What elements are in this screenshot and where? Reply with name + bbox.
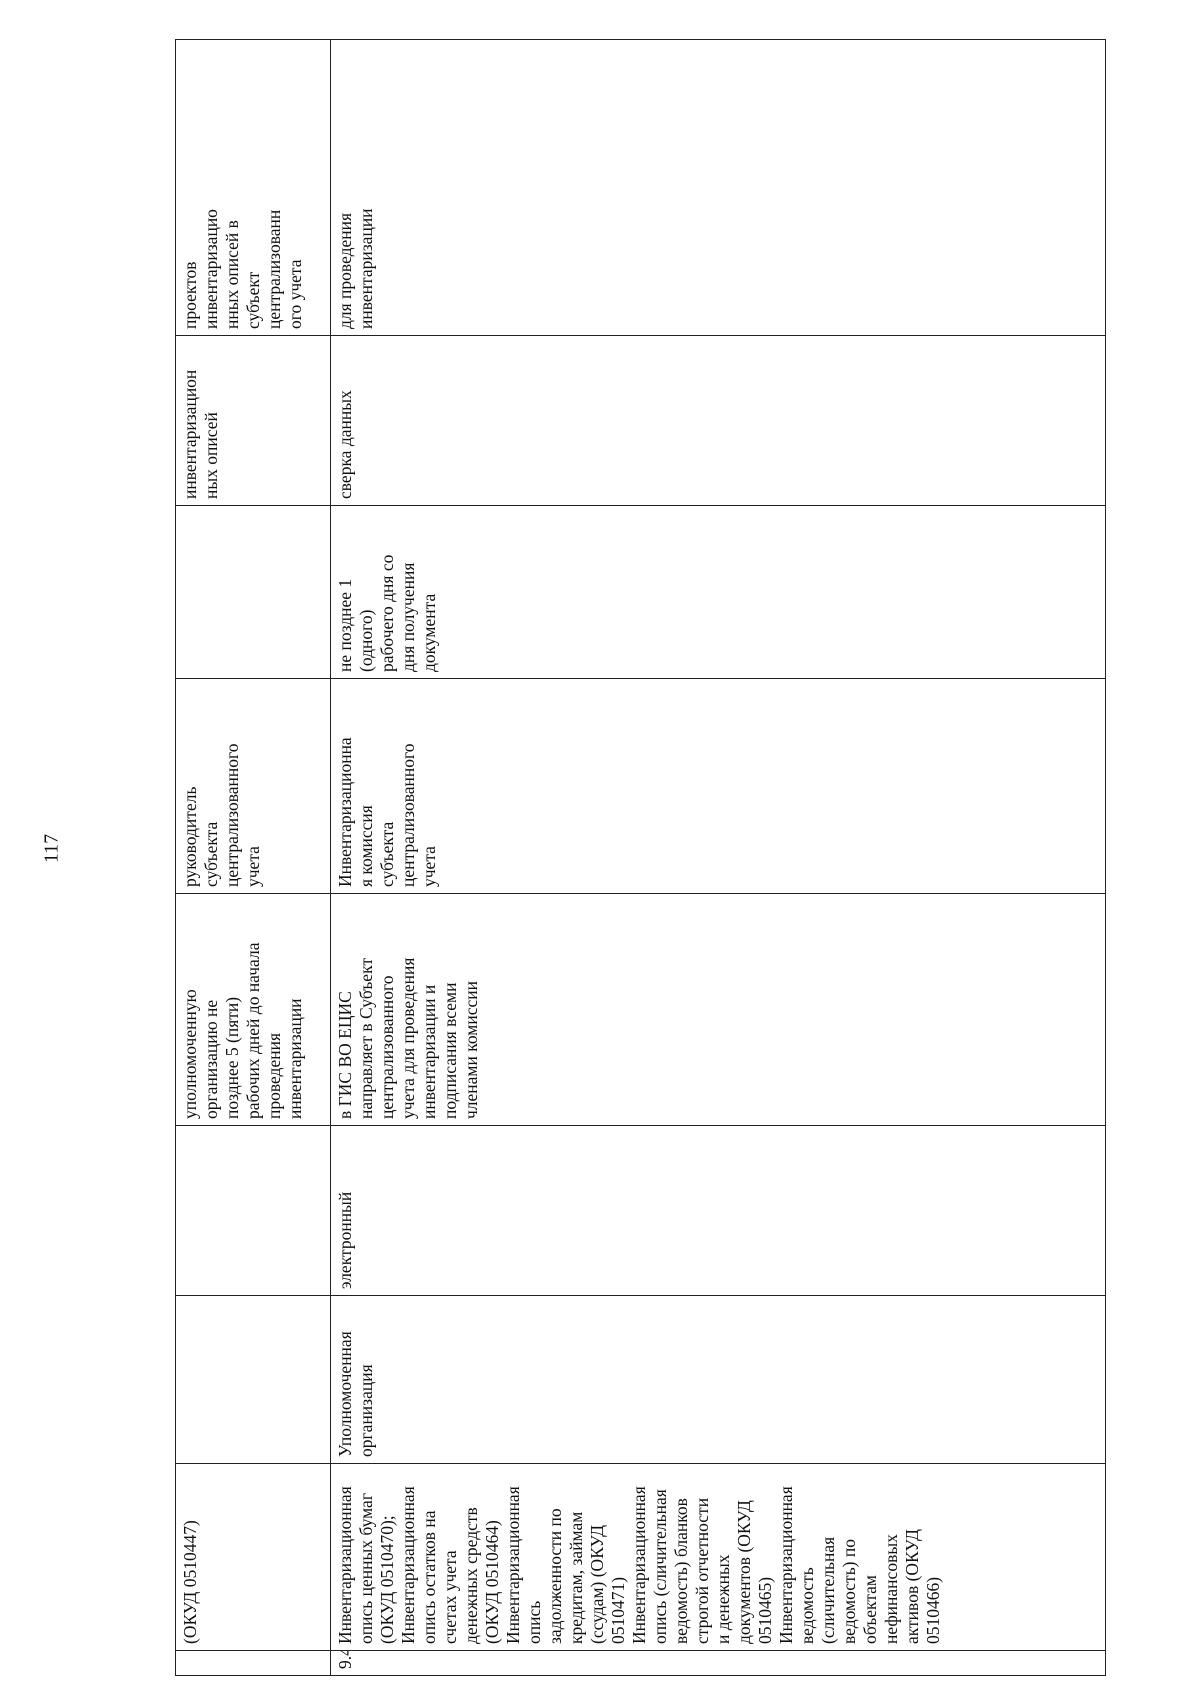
cell-format	[176, 1126, 331, 1296]
cell-action-deadline: в ГИС ВО ЕЦИС направляет в Субъект централизованного учета для проведения инвентаризации и подписания всеми членами комиссии	[331, 894, 1106, 1126]
cell-document-name: (ОКУД 0510447)	[176, 1464, 331, 1651]
cell-item-number: 9.4	[331, 1651, 1106, 1676]
cell-responsible-party: Уполномоченная организация	[331, 1296, 1106, 1464]
cell-term: не позднее 1 (одного) рабочего дня со дня получения документа	[331, 506, 1106, 679]
table-row	[176, 40, 331, 1676]
page-number: 117	[40, 833, 63, 864]
table-row	[331, 40, 1106, 1676]
cell-purpose: проектов инвентаризацио нных описей в субъект централизованн ого учета	[176, 40, 331, 336]
cell-responsible-party	[176, 1296, 331, 1464]
cell-item-number	[176, 1651, 331, 1676]
regulation-table	[175, 39, 1106, 1676]
cell-document-name: Инвентаризационная опись ценных бумаг (ОКУД 0510470); Инвентаризационная опись остатков на счетах учета денежных средств (ОКУД 0510464) Инвентаризационная опись задолженности по кредитам, займам (ссудам) (ОКУД 0510471) Инвентаризационная опись (сличительная ведомость) бланков строгой отчетности и денежных документов (ОКУД 0510465) Инвентаризационная ведомость (сличительная ведомость) по объектам нефинансовых активов (ОКУД 0510466)	[331, 1464, 1106, 1651]
cell-action: инвентаризацион ных описей	[176, 336, 331, 506]
cell-recipient: руководитель субъекта централизованного учета	[176, 679, 331, 894]
cell-format: электронный	[331, 1126, 1106, 1296]
cell-term	[176, 506, 331, 679]
cell-recipient: Инвентаризационна я комиссия субъекта централизованного учета	[331, 679, 1106, 894]
cell-purpose: для проведения инвентаризации	[331, 40, 1106, 336]
cell-action-deadline: уполномоченную организацию не позднее 5 (пяти) рабочих дней до начала проведения инвентаризации	[176, 894, 331, 1126]
rotated-table-container	[175, 40, 1105, 1676]
cell-action: сверка данных	[331, 336, 1106, 506]
